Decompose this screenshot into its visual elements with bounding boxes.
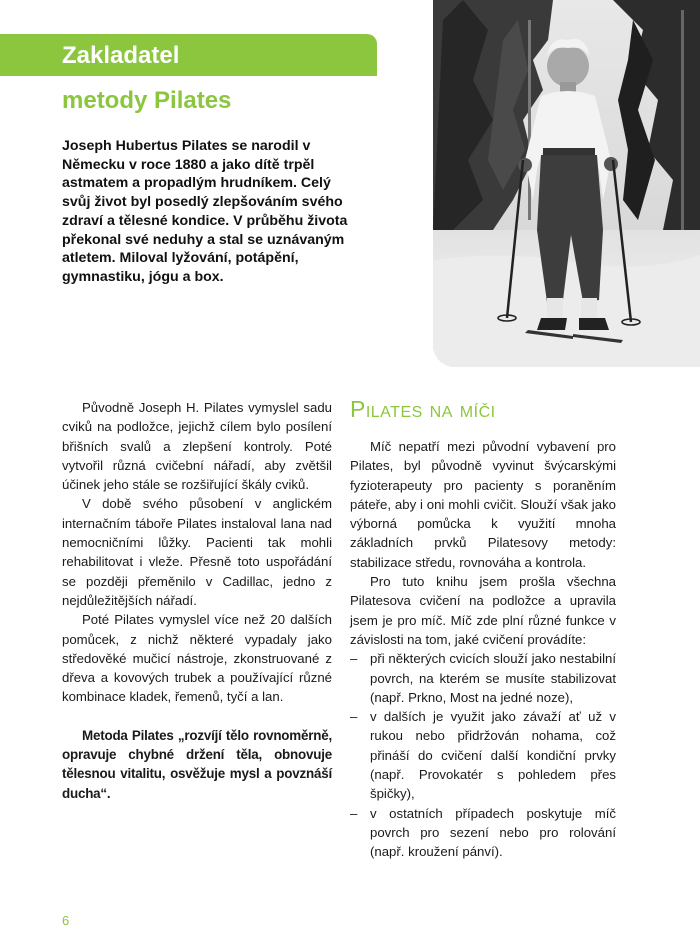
list-item-text: v ostatních případech poskytuje míč povrch pro sezení nebo pro rolování (např. kroužení pánví).: [370, 805, 616, 860]
right-paragraph-2: Pro tuto knihu jsem prošla všechna Pilatesova cvičení na podložce a upravila jsem je pro míč. Míč zde plní různé funkce v závislosti na tom, jaké cvičení provádíte:: [350, 574, 616, 647]
left-paragraph-1: Původně Joseph H. Pilates vymyslel sadu cviků na podložce, jejichž cílem bylo posílení břišních svalů a zlepšení kontroly. Poté vytvořil různá cvičební nářadí, aby zvětšil účinek jeho stále se rozšiřující škály cviků.: [62, 400, 332, 493]
list-item: [350, 707, 616, 803]
photo-pilates-skiing: [433, 0, 700, 367]
right-column: [350, 437, 616, 862]
dash-bullet-icon: –: [350, 709, 358, 725]
left-paragraph-2: V době svého působení v anglickém internačním táboře Pilates instaloval lana nad nemocničními lůžky. Pacienti tak mohli rehabilitovat i vleže. Přesně toto uspořádání se později přeměnilo v Cadillac, jedno z nejdůležitějších nářadí.: [62, 496, 332, 608]
list-item-text: při některých cvicích slouží jako nestabilní povrch, na kterém se musíte stabilizovat (např. Prkno, Most na jedné noze),: [370, 651, 616, 705]
intro-paragraph: Joseph Hubertus Pilates se narodil v Německu v roce 1880 a jako dítě trpěl astmatem a propadlým hrudníkem. Celý svůj život byl posedlý zlepšováním svého zdraví a tělesné kondice. V průběhu života překonal své neduhy a stal se uznávaným atletem. Miloval lyžování, potápění, gymnastiku, jógu a box.: [62, 138, 348, 285]
left-paragraph-3: Poté Pilates vymyslel více než 20 dalších pomůcek, z nichž některé vypadaly jako středověké mučicí nástroje, zkonstruované z dřeva a kovových trubek a používající různé kombinace kladek, řemenů, tyčí a lan.: [62, 612, 332, 705]
list-item: [350, 804, 616, 862]
title-banner: [0, 34, 377, 76]
page-number: 6: [62, 913, 70, 928]
right-paragraph-1: Míč nepatří mezi původní vybavení pro Pilates, byl původně vyvinut švýcarskými fyzioterapeuty pro pacienty s poraněním páteře, aby i oni mohli cvičit. Slouží však jako výborná pomůcka k využití mnoha základních prvků Pilatesovy metody: stabilizace středu, rovnováha a kontrola.: [350, 439, 616, 570]
pilates-quote: Metoda Pilates „rozvíjí tělo rovnoměrně, opravuje chybné držení těla, obnovuje tělesnou vitalitu, osvěžuje mysl a povznáší ducha“.: [62, 727, 332, 801]
page-subtitle: metody Pilates: [62, 87, 232, 114]
list-item-text: v dalších je využit jako závaží ať už v rukou nebo přidržován nohama, což přináší do cvičení další kondiční prvky (např. Provokatér s pohledem přes špičky),: [370, 709, 616, 802]
page-title: Zakladatel: [62, 42, 180, 69]
list-item: [350, 649, 616, 707]
dash-bullet-icon: –: [350, 651, 358, 667]
section-title-pilates-ball: Pilates na míči: [350, 396, 496, 422]
skier-photo-icon: [433, 0, 700, 367]
left-column: [62, 398, 332, 803]
ball-functions-list: [350, 649, 616, 861]
dash-bullet-icon: –: [350, 805, 358, 821]
